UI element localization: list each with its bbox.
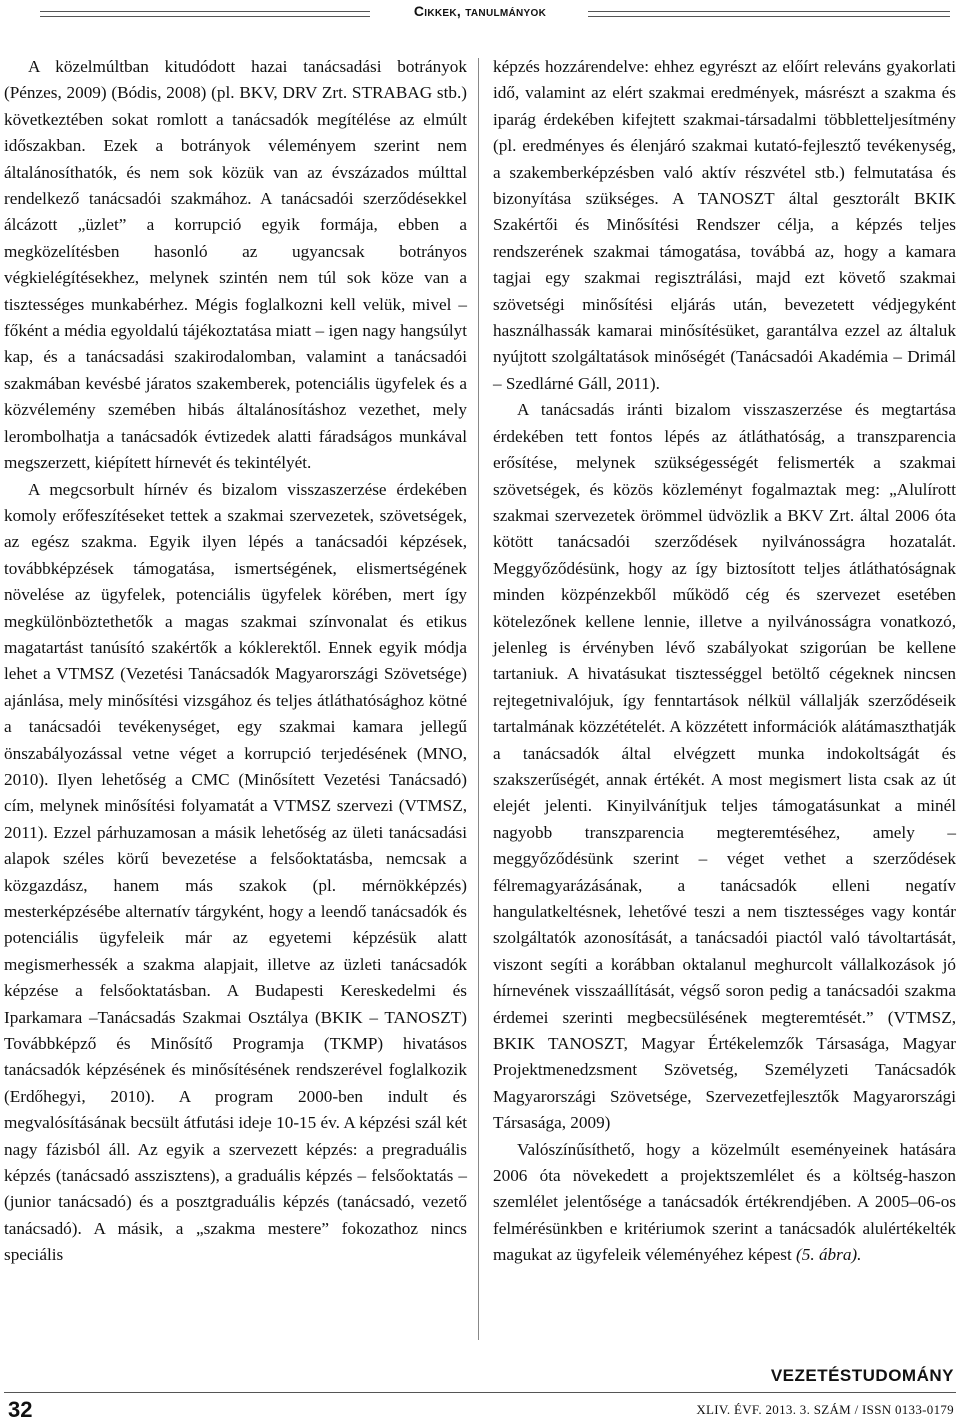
right-paragraph-3-text: Valószínűsíthető, hogy a közelmúlt eseményeinek hatására 2006 óta növekedett a projektszemlélet és a költség-haszon szemlélet jelentősége a tanácsadók értékrendjében. A 2005–06-os felmérésünkben e kritériumok szerint a tanácsadók alulértékelték magukat az ügyfeleik véleményéhez képest — [493, 1139, 956, 1265]
right-paragraph-2: A tanácsadás iránti bizalom visszaszerzése és megtartása érdekében tett fontos lépés az átláthatóság, a transzparencia erősítése, melynek szükségességét felismerték a szakmai szövetségek, és közös közleményt fogalmaztak meg: „Alulírott szakmai szervezetek örömmel üdvözlik a BKV Zrt. által 2006 óta kötött tanácsadói szerződések nyilvánosságra hozatalát. Meggyőződésünk, hogy az így biztosított teljes átláthatóságnak minden közpénzekből működő cég és szervezet esetében kötelezőnek kellene lennie, illetve a nyilvánosságra vonatkozó, jelenleg is érvényben lévő szabályokat szigorúan be kellene tartaniuk. A hivatásukat tisztességgel betöltő cégeknek nincsen rejtegetnivalójuk, így fenntartások nélkül vállalják szerződéseik tartalmának közzétételét. A közzétett információk alátámaszthatják a tanácsadók által elvégzett munka indokoltságát és szakszerűségét, annak értékét. A most megismert lista csak az út elejét jelenti. Kinyilvánítjuk teljes támogatásunkat a minél nagyobb transzparencia megteremtéséhez, amely – meggyőződésünk szerint – véget vethet a szerződések félremagyarázásának, a tanácsadók elleni negatív hangulatkeltésnek, lehetővé teszi a nem tisztességes vagy kontár szolgáltatók azonosítását, a tanácsadói piactól való távoltartását, viszont segíti a korábban oktalanul meghurcolt vállalkozások jó hírnevének visszaállítását, végső soron pedig a tanácsadói szakma érdemei szerinti megbecsülésének megteremtését.” (VTMSZ, BKIK TANOSZT, Magyar Értékelemzők Társasága, Magyar Projektmenedzsment Szövetség, Személyzeti Tanácsadók Magyarországi Szövetsége, Szervezetfejlesztők Magyarországi Társasága, 2009) — [493, 400, 956, 1133]
figure-reference: (5. ábra). — [796, 1245, 862, 1265]
journal-name: VEZETÉSTUDOMÁNY — [770, 1366, 954, 1385]
footer-rule — [4, 1392, 956, 1393]
issue-info: XLIV. ÉVF. 2013. 3. SZÁM / ISSN 0133-0179 — [696, 1402, 954, 1417]
right-paragraph-3 — [493, 1137, 956, 1269]
left-column — [4, 54, 467, 1269]
section-title: Cikkek, tanulmányok — [413, 3, 547, 19]
right-column — [493, 54, 956, 1269]
page-number: 32 — [8, 1397, 33, 1422]
header-rule-left — [40, 11, 370, 17]
column-divider — [478, 58, 479, 1340]
right-paragraph-1: képzés hozzárendelve: ehhez egyrészt az előírt releváns gyakorlati idő, valamint az elért szakmai eredmények, másrészt a szakma és iparág érdekében kifejtett szakmai-társadalmi többletteljesítmény (pl. eredményes és élenjáró szakmai kutató-fejlesztő tevékenység, a szakemberképzésben való aktív részvétel stb.) felmutatása és bizonyítása szükséges. A TANOSZT által gesztorált BKIK Szakértői és Minősítési Rendszer célja, a képzés teljes rendszerének szakmai támogatása, továbbá az, hogy a kamara tagjai egy szakmai regisztrálási, majd ezt követő szakmai szövetségi minősítési eljárás után, bevezetett védjegyként használhassák kamarai minősítésüket, garantálva ezzel az általuk nyújtott szolgáltatások minőségét (Tanácsadói Akadémia – Drimál – Szedlárné Gáll, 2011). — [493, 57, 956, 393]
header-rule-right — [588, 11, 950, 17]
left-paragraph-2: A megcsorbult hírnév és bizalom visszaszerzése érdekében komoly erőfeszítéseket tettek a szakmai szervezetek, szövetségek, az egész szakma. Egyik ilyen lépés a tanácsadói képzések, továbbképzések támogatása, ismertségének, elismertségének növelése az ügyfelek, potenciális ügyfelek körében, mert így megkülönböztethetők a magas szakmai színvonalat és etikus magatartást tanúsító szakértők a kóklerektől. Ennek egyik módja lehet a VTMSZ (Vezetési Tanácsadók Magyarországi Szövetsége) ajánlása, mely minősítési vizsgához és teljes átláthatósághoz kötné a tanácsadói tevékenységet, egy szakmai kamara jellegű önszabályozással vetne véget a korrupció terjedésének (MNO, 2010). Ilyen lehetőség a CMC (Minősített Vezetési Tanácsadó) cím, melynek minősítési folyamatát a VTMSZ szervezi (VTMSZ, 2011). Ezzel párhuzamosan a másik lehetőség az ületi tanácsadási alapok széles körű bevezetése a felsőoktatásba, nemcsak a közgazdász, hanem más szakok (pl. mérnökképzés) mesterképzésébe alternatív tárgyként, hogy a leendő tanácsadók és potenciális ügyfeleik már az egyetemi képzésük alatt megismerhessék a szakma alapjait, illetve az üzleti tanácsadók képzése a felsőoktatásban. A Budapesti Kereskedelmi és Iparkamara –Tanácsadás Szakmai Osztálya (BKIK – TANOSZT) Továbbképző és Minősítő Programja (TKMP) hivatásos tanácsadók képzésének és minősítésének rendszerével foglalkozik (Erdőhegyi, 2010). A program 2000-ben indult és megvalósításának becsült átfutási ideje 10-15 év. A képzési szál két nagy fázisból áll. Az egyik a szervezett képzés: a pregraduális képzés (tanácsadó asszisztens), a graduális képzés – felsőoktatás – (junior tanácsadó) és a posztgraduális képzés (tanácsadó, vezető tanácsadó). A másik, a „szakma mestere” fokozathoz nincs speciális — [4, 479, 467, 1265]
running-header — [0, 0, 960, 26]
left-paragraph-1: A közelmúltban kitudódott hazai tanácsadási botrányok (Pénzes, 2009) (Bódis, 2008) (pl. BKV, DRV Zrt. STRABAG stb.) következtében sokat romlott a tanácsadók megítélése az elmúlt időszakban. Ezek a botrányok véleményem szerint nem általánosíthatók, és nem sok közük van az évszázados múlttal rendelkező tanácsadói szakmához. A tanácsadói szerződésekkel álcázott „üzlet” a korrupció egyik formája, ebben a megközelítésben hasonló az ugyancsak botrányos végkielégítésekhez, melynek szintén nem túl sok köze van a tisztességes munkabérhez. Mégis foglalkozni kell velük, mivel – főként a média egyoldalú tájékoztatása miatt – igen nagy hangsúlyt kap, és a tanácsadási szakirodalomban, valamint a tanácsadói szakmában kevésbé járatos szakemberek, potenciális ügyfelek és a közvélemény szemében hibás általánosításhoz vezethet, mely lerombolhatja a tanácsadók évtizedek alatti fáradságos munkával megszerzett, kiépített hírnevét és tekintélyét. — [4, 57, 467, 473]
